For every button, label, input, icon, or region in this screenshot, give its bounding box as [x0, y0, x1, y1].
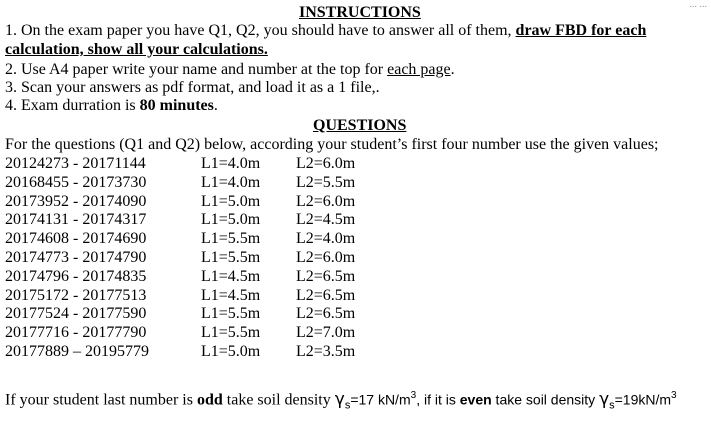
length-l1-value: L1=5.5m [201, 324, 261, 342]
instruction-item-2 [5, 61, 455, 79]
instruction-1-text: 1. On the exam paper you have Q1, Q2, you should have to answer all of them, [5, 22, 516, 39]
length-l2-value: L2=6.0m [296, 249, 356, 266]
student-number-range: 20177716 - 20177790 [5, 324, 147, 342]
length-l1-value: L1=5.5m [201, 305, 261, 323]
length-l2-value: L2=3.5m [296, 343, 356, 360]
student-number-range: 20173952 - 20174090 [5, 192, 147, 210]
length-l2-value: L2=6.0m [296, 192, 356, 210]
instruction-item-3: 3. Scan your answers as pdf format, and load it as a 1 file,. [5, 79, 380, 96]
student-number-range: 20177524 - 20177590 [5, 305, 147, 323]
length-l2-value: L2=6.5m [296, 267, 356, 285]
footer-text-1: If your student last number is [5, 391, 197, 409]
instruction-1-bold-fbd: draw FBD for each [515, 22, 647, 39]
footer-text-2: take soil density [222, 391, 335, 409]
density-even: =19kN/m [614, 391, 672, 408]
instruction-1-bold-calculations: calculation, show all your calculations. [5, 41, 268, 58]
instruction-2-underlined: each page [387, 61, 451, 78]
length-l1-value: L1=5.0m [201, 192, 261, 210]
length-l1-value: L1=5.5m [201, 249, 261, 266]
instruction-2-text: 2. Use A4 paper write your name and number at the top for [5, 61, 388, 78]
length-l1-value: L1=4.5m [201, 286, 261, 304]
instruction-4-duration: 80 minutes [139, 97, 214, 114]
length-l1-value: L1=5.5m [201, 230, 261, 248]
length-l2-value: L2=4.5m [296, 211, 356, 229]
student-number-range: 20174608 - 20174690 [5, 230, 147, 248]
length-l2-value: L2=6.0m [296, 155, 356, 172]
questions-title: QUESTIONS [313, 117, 407, 134]
length-l1-value: L1=4.5m [201, 267, 261, 285]
student-number-range: 20168455 - 20173730 [5, 173, 147, 191]
length-l2-value: L2=6.5m [296, 286, 356, 304]
footer-even: even [459, 391, 492, 408]
length-l1-value: L1=4.0m [201, 173, 261, 191]
corner-mark: ... ... [689, 0, 707, 10]
footer-odd: odd [196, 391, 223, 409]
instruction-2-suffix: . [450, 61, 455, 78]
footer-note [5, 387, 677, 415]
density-odd-exponent: 3 [410, 390, 417, 401]
length-l1-value: L1=5.0m [201, 211, 261, 229]
length-l2-value: L2=4.0m [296, 230, 356, 248]
student-number-range: 20174131 - 20174317 [5, 211, 147, 229]
length-l1-value: L1=4.0m [201, 155, 261, 172]
footer-text-4: take soil density [491, 391, 600, 408]
instruction-4-suffix: . [213, 97, 218, 114]
questions-intro: For the questions (Q1 and Q2) below, according your student’s first four number use the given values; [5, 136, 659, 153]
length-l1-value: L1=5.0m [201, 343, 261, 360]
gamma-symbol-even: γ [599, 389, 610, 410]
length-l2-value: L2=7.0m [296, 324, 356, 342]
gamma-symbol-odd: γ [334, 389, 345, 410]
instruction-4-text: 4. Exam durration is [5, 97, 140, 114]
student-number-range: 20174773 - 20174790 [5, 249, 147, 266]
student-number-range: 20177889 – 20195779 [5, 343, 149, 360]
gamma-subscript-odd: s [344, 399, 351, 412]
student-number-range: 20174796 - 20174835 [5, 267, 147, 285]
density-even-exponent: 3 [671, 390, 677, 401]
gamma-subscript-even: s [609, 399, 615, 412]
density-odd: =17 kN/m [350, 391, 411, 408]
length-l2-value: L2=6.5m [296, 305, 356, 323]
instruction-item-4 [5, 97, 218, 115]
instructions-title: INSTRUCTIONS [299, 4, 421, 21]
instruction-item-1 [5, 22, 646, 40]
student-number-range: 20124273 - 20171144 [5, 155, 146, 172]
footer-text-3: , if it is [416, 391, 460, 408]
student-number-range: 20175172 - 20177513 [5, 286, 147, 304]
length-l2-value: L2=5.5m [296, 173, 356, 191]
